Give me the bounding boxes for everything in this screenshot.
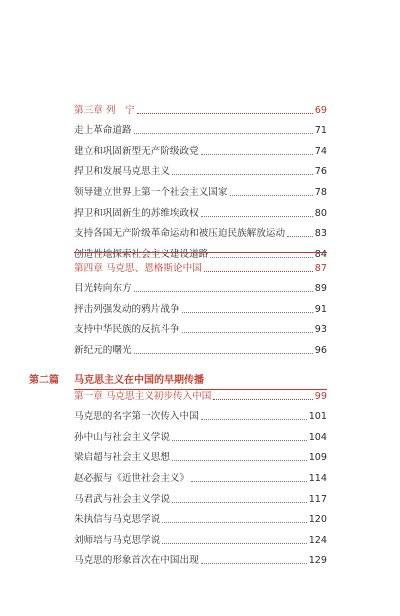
entry-title: 刘师培与马克思学说 xyxy=(74,534,161,546)
dot-leader xyxy=(134,353,313,354)
dot-leader xyxy=(172,502,307,503)
dot-leader xyxy=(182,312,313,313)
entry-title: 走上革命道路 xyxy=(74,125,132,137)
dot-leader xyxy=(137,113,313,114)
page-number: 91 xyxy=(314,303,327,315)
chapter-title: 第一章 马克思主义初步传入中国 xyxy=(74,390,212,402)
entry-title: 创造性地探索社会主义建设道路 xyxy=(74,248,209,260)
dot-leader xyxy=(201,216,313,217)
part-title: 马克思主义在中国的早期传播 xyxy=(74,374,204,386)
toc-entry[interactable] xyxy=(74,137,327,158)
entry-title: 朱执信与马克思学说 xyxy=(74,514,161,526)
page-number: 104 xyxy=(308,431,327,443)
toc-section-chapter3 xyxy=(74,96,327,261)
page-number: 96 xyxy=(314,344,327,356)
part-label: 第二篇 xyxy=(29,374,59,386)
entry-title: 支持中华民族的反抗斗争 xyxy=(74,324,180,336)
page-number: 78 xyxy=(314,186,327,198)
toc-entry[interactable] xyxy=(74,117,327,138)
entry-title: 新纪元的曙光 xyxy=(74,344,132,356)
dot-leader xyxy=(230,195,313,196)
entry-title: 梁启超与社会主义思想 xyxy=(74,452,170,464)
page-number: 71 xyxy=(314,125,327,137)
dot-leader xyxy=(201,419,307,420)
entry-title: 建立和巩固新型无产阶级政党 xyxy=(74,145,199,157)
page-number: 69 xyxy=(314,104,327,116)
toc-entry[interactable] xyxy=(74,158,327,179)
page-number: 117 xyxy=(308,493,327,505)
dot-leader xyxy=(204,271,313,272)
page-number: 120 xyxy=(308,514,327,526)
toc-entry[interactable] xyxy=(74,547,327,568)
page-number: 99 xyxy=(314,390,327,402)
toc-chapter-row[interactable] xyxy=(74,382,327,403)
dot-leader xyxy=(134,291,313,292)
toc-entry[interactable] xyxy=(74,444,327,465)
page-number: 76 xyxy=(314,166,327,178)
dot-leader xyxy=(172,460,307,461)
section-divider xyxy=(74,252,327,253)
entry-title: 领导建立世界上第一个社会主义国家 xyxy=(74,186,228,198)
page-number: 129 xyxy=(308,555,327,567)
page-number: 87 xyxy=(314,262,327,274)
chapter-title: 第三章 列 宁 xyxy=(74,104,135,116)
toc-entry[interactable] xyxy=(74,220,327,241)
toc-entry[interactable] xyxy=(74,485,327,506)
toc-chapter-row[interactable] xyxy=(74,254,327,275)
entry-title: 马克思的名字第一次传入中国 xyxy=(74,411,199,423)
toc-entry[interactable] xyxy=(74,506,327,527)
toc-entry[interactable] xyxy=(74,316,327,337)
toc-entry[interactable] xyxy=(74,275,327,296)
toc-entry[interactable] xyxy=(74,464,327,485)
page-number: 101 xyxy=(308,411,327,423)
dot-leader xyxy=(172,174,313,175)
dot-leader xyxy=(162,543,306,544)
dot-leader xyxy=(172,440,307,441)
toc-entry[interactable] xyxy=(74,336,327,357)
dot-leader xyxy=(201,154,313,155)
entry-title: 抨击列强发动的鸦片战争 xyxy=(74,303,180,315)
page-number: 74 xyxy=(314,145,327,157)
page-number: 109 xyxy=(308,452,327,464)
page-number: 124 xyxy=(308,534,327,546)
entry-title: 赵必振与《近世社会主义》 xyxy=(74,472,190,484)
entry-title: 孙中山与社会主义学说 xyxy=(74,431,170,443)
entry-title: 马克思的形象首次在中国出现 xyxy=(74,555,199,567)
dot-leader xyxy=(191,481,307,482)
toc-entry[interactable] xyxy=(74,199,327,220)
toc-entry[interactable] xyxy=(74,526,327,547)
page-number: 89 xyxy=(314,283,327,295)
dot-leader xyxy=(201,563,307,564)
toc-entry[interactable] xyxy=(74,423,327,444)
chapter-title: 第四章 马克思、恩格斯论中国 xyxy=(74,262,202,274)
toc-section-part2-chapter1 xyxy=(74,382,327,567)
page-number: 93 xyxy=(314,324,327,336)
toc-section-chapter4 xyxy=(74,254,327,357)
entry-title: 捍卫和巩固新生的苏维埃政权 xyxy=(74,207,199,219)
dot-leader xyxy=(287,236,313,237)
entry-title: 马君武与社会主义学说 xyxy=(74,493,170,505)
page-number: 83 xyxy=(314,228,327,240)
toc-entry[interactable] xyxy=(74,178,327,199)
entry-title: 支持各国无产阶级革命运动和被压迫民族解放运动 xyxy=(74,228,286,240)
dot-leader xyxy=(182,332,313,333)
toc-entry[interactable] xyxy=(74,403,327,424)
toc-chapter-row[interactable] xyxy=(74,96,327,117)
entry-title: 目光转向东方 xyxy=(74,283,132,295)
toc-entry[interactable] xyxy=(74,295,327,316)
dot-leader xyxy=(213,399,312,400)
entry-title: 捍卫和发展马克思主义 xyxy=(74,166,170,178)
dot-leader xyxy=(134,133,313,134)
page-number: 80 xyxy=(314,207,327,219)
dot-leader xyxy=(162,522,306,523)
page-number: 84 xyxy=(314,248,327,260)
page-number: 114 xyxy=(308,472,327,484)
